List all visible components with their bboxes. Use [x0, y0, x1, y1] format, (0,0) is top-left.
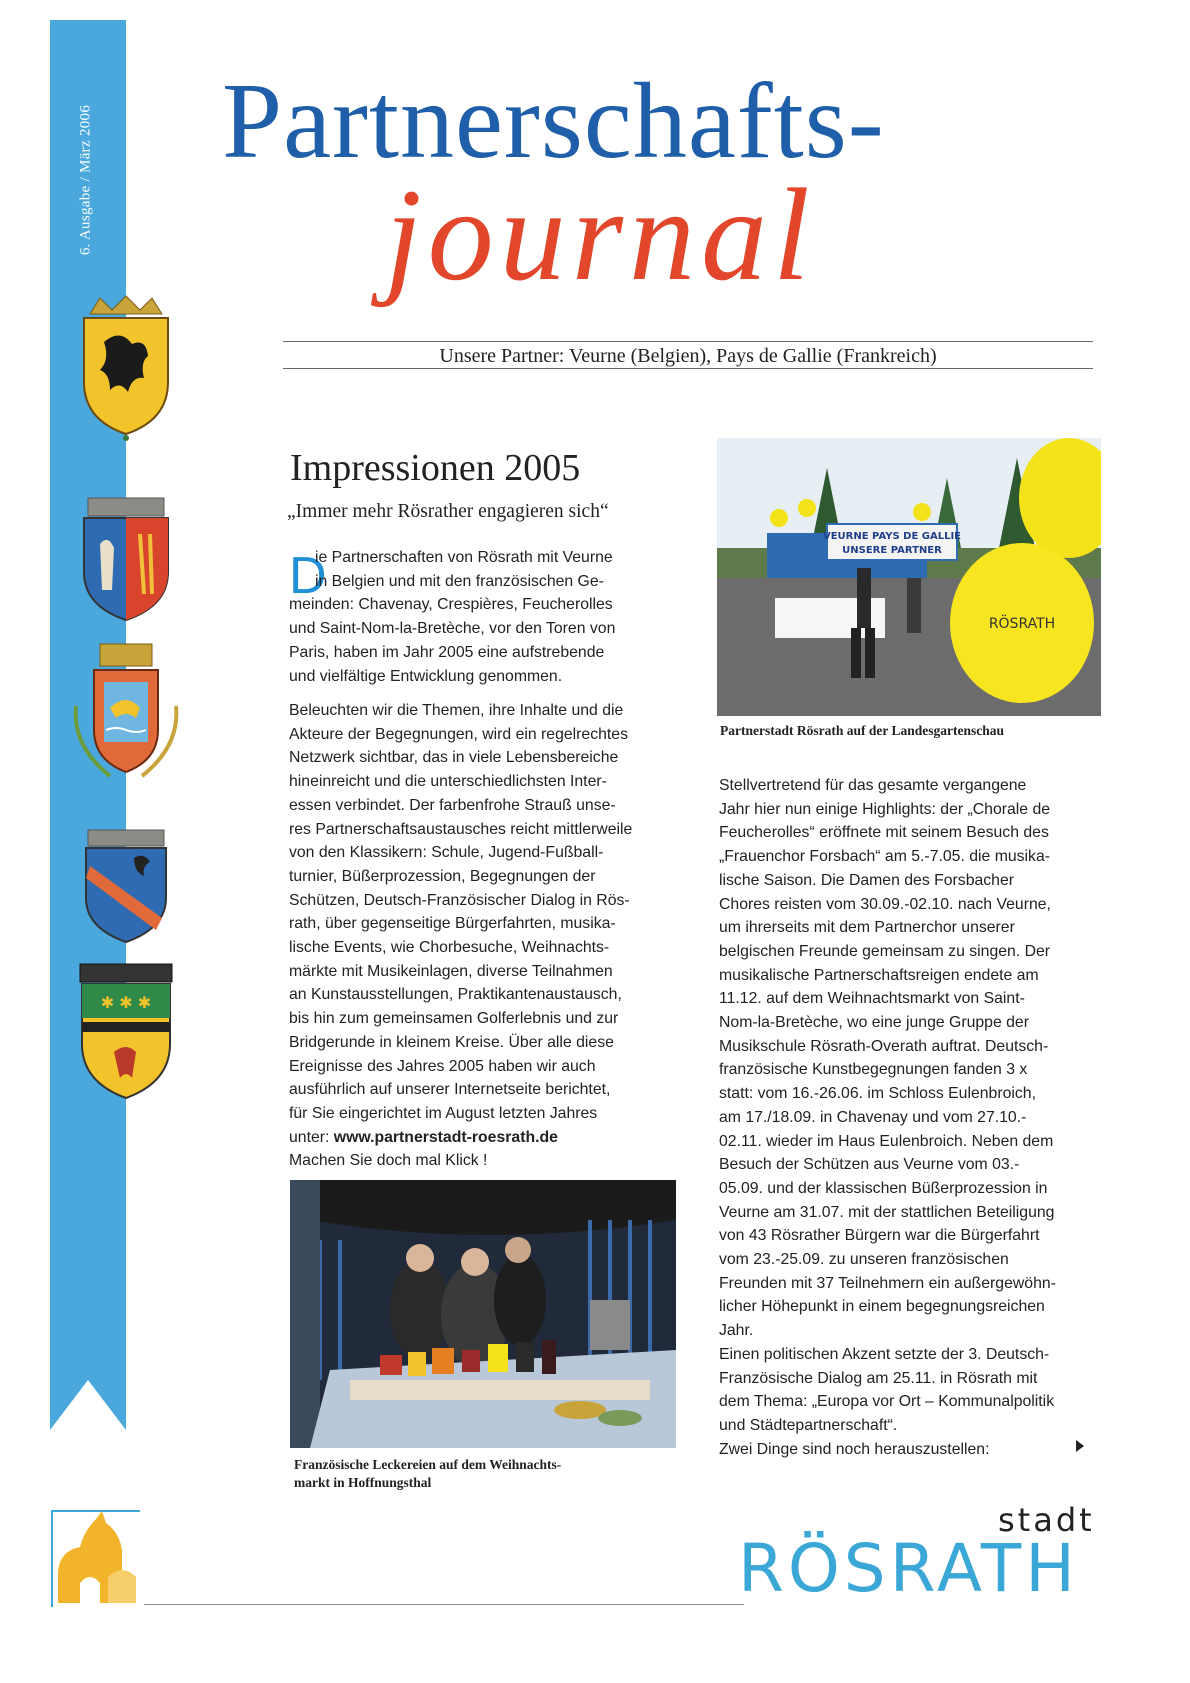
banner-text-line1: VEURNE PAYS DE GALLIE	[822, 531, 962, 542]
text-line: ie Partnerschaften von Rösrath mit Veurne	[315, 549, 613, 566]
text-line: und Städtepartnerschaft“.	[719, 1416, 898, 1434]
text-line: bis hin zum gemeinsamen Golferlebnis und zur	[289, 1010, 619, 1028]
svg-text:✱ ✱ ✱: ✱ ✱ ✱	[100, 993, 152, 1012]
text-line: Akteure der Begegnungen, wird ein regelrechtes	[289, 725, 628, 743]
text-line: Ereignisse des Jahres 2005 haben wir auch	[289, 1057, 596, 1075]
masthead-rule-bottom	[283, 368, 1093, 369]
feucherolles-coat-of-arms	[70, 826, 182, 946]
masthead-title-line1: Partnerschafts-	[222, 62, 885, 181]
text-line: Schützen, Deutsch-Französischer Dialog in Rös-	[289, 891, 630, 909]
drop-cap: D	[289, 547, 327, 605]
photo-weihnachtsmarkt	[290, 1180, 676, 1448]
article-subheading: „Immer mehr Rösrather engagieren sich“	[287, 501, 609, 522]
text-line: lische Events, wie Chorbesuche, Weihnachts-	[289, 939, 610, 957]
text-line: und vielfältige Entwicklung genommen.	[289, 667, 563, 685]
text-line: Paris, haben im Jahr 2005 eine aufstrebende	[289, 643, 605, 661]
paragraph-intro	[289, 546, 679, 688]
roesrath-logo-icon	[50, 1507, 150, 1607]
text-line: musikalische Partnerschaftsreigen endete am	[719, 966, 1039, 984]
text-line: märkte mit Musikeinlagen, diverse Teilnahmen	[289, 962, 613, 980]
website-prefix: unter:	[289, 1128, 334, 1146]
text-line: lische Saison. Die Damen des Forsbacher	[719, 871, 1015, 889]
footer-stadt-label: stadt	[998, 1501, 1095, 1539]
text-line: um ihrerseits mit dem Partnerchor unserer	[719, 919, 1015, 937]
masthead-subline: Unsere Partner: Veurne (Belgien), Pays de Gallie (Frankreich)	[439, 345, 937, 367]
text-line: Beleuchten wir die Themen, ihre Inhalte und die	[289, 702, 624, 719]
text-line: belgischen Freunde gemeinsam zu singen. Der	[719, 942, 1051, 960]
text-line: für Sie eingerichtet im August letzten Jahres	[289, 1104, 598, 1122]
text-line: Stellvertretend für das gesamte vergangene	[719, 777, 1027, 794]
veurne-coat-of-arms	[70, 292, 182, 442]
edition-label: 6. Ausgabe / März 2006	[77, 104, 94, 256]
text-line: Jahr.	[719, 1322, 754, 1340]
text-line: Französische Dialog am 25.11. in Rösrath mit	[719, 1369, 1038, 1387]
text-line: Bridgerunde in kleinem Kreise. Über alle diese	[289, 1033, 614, 1051]
paragraph-highlights	[719, 774, 1089, 1461]
text-line: essen verbindet. Der farbenfrohe Strauß unse-	[289, 796, 616, 814]
photo-landesgartenschau	[717, 438, 1101, 716]
text-line: Chores reisten vom 30.09.-02.10. nach Veurne,	[719, 895, 1051, 913]
chavenay-coat-of-arms	[70, 494, 182, 624]
text-line: von den Klassikern: Schule, Jugend-Fußball-	[289, 844, 604, 862]
text-line: licher Höhepunkt in einem begegnungsreichen	[719, 1298, 1045, 1316]
text-line: Feucherolles“ eröffnete mit seinem Besuch des	[719, 824, 1049, 842]
text-line: Netzwerk sichtbar, das in viele Lebensbereiche	[289, 749, 619, 767]
banner-text-line2: UNSERE PARTNER	[842, 545, 942, 556]
text-line: Nom-la-Bretèche, wo eine junge Gruppe der	[719, 1014, 1029, 1032]
text-line: turnier, Büßerprozession, Begegnungen der	[289, 867, 596, 885]
paragraph-themes	[289, 699, 679, 1173]
text-line: 05.09. und der klassischen Büßerprozession in	[719, 1179, 1048, 1197]
text-line: dem Thema: „Europa vor Ort – Kommunalpolitik	[719, 1393, 1055, 1411]
text-line: Jahr hier nun einige Highlights: der „Chorale de	[719, 800, 1051, 818]
article-heading: Impressionen 2005	[290, 447, 581, 489]
text-line: „Frauenchor Forsbach“ am 5.-7.05. die musika-	[719, 848, 1050, 866]
text-line: Zwei Dinge sind noch herauszustellen:	[719, 1440, 990, 1458]
text-line: meinden: Chavenay, Crespières, Feucherolles	[289, 596, 613, 614]
caption-weihnachtsmarkt: Französische Leckereien auf dem Weihnachts- markt in Hoffnungsthal	[294, 1457, 562, 1490]
footer-rule	[144, 1604, 744, 1605]
masthead-rule-top	[283, 341, 1093, 342]
text-line: res Partnerschaftsaustausches reicht mittlerweile	[289, 820, 633, 838]
text-line: statt: vom 16.-26.06. im Schloss Eulenbroich,	[719, 1085, 1036, 1103]
text-line: ausführlich auf unserer Internetseite berichtet,	[289, 1081, 611, 1099]
text-line: Veurne am 31.07. mit der stattlichen Beteiligung	[719, 1203, 1055, 1221]
text-line: Besuch der Schützen aus Veurne vom 03.-	[719, 1156, 1020, 1174]
text-line: in Belgien und mit den französischen Ge-	[315, 572, 604, 590]
text-line: Freunden mit 37 Teilnehmern ein außergewöhn-	[719, 1274, 1056, 1292]
balloon-label: RÖSRATH	[988, 616, 1056, 632]
text-line: Einen politischen Akzent setzte der 3. Deutsch-	[719, 1345, 1050, 1363]
click-prompt: Machen Sie doch mal Klick !	[289, 1152, 488, 1170]
text-line: an Kunstausstellungen, Praktikantenaustausch,	[289, 986, 622, 1004]
text-line: von 43 Rösrather Bürgern war die Bürgerfahrt	[719, 1227, 1040, 1245]
text-line: und Saint-Nom-la-Bretèche, vor den Toren von	[289, 620, 616, 638]
text-line: am 17./18.09. in Chavenay und vom 27.10.-	[719, 1108, 1027, 1126]
text-line: hineinreicht und die unterschiedlichsten Inter-	[289, 773, 607, 791]
text-line: rath, über gegenseitige Bürgerfahrten, musika-	[289, 915, 616, 933]
saint-nom-la-breteche-coat-of-arms	[70, 960, 182, 1102]
text-line: Musikschule Rösrath-Overath auftrat. Deutsch-	[719, 1037, 1049, 1055]
text-line: französische Kunstbegegnungen fanden 3 x	[719, 1061, 1028, 1079]
masthead-title-line2: journal	[385, 161, 816, 308]
continue-arrow-icon	[1075, 1440, 1085, 1452]
website-line	[289, 1126, 679, 1150]
website-link[interactable]: www.partnerstadt-roesrath.de	[333, 1128, 558, 1146]
crespieres-coat-of-arms	[70, 636, 182, 786]
text-line: vom 23.-25.09. zu unseren französischen	[719, 1251, 1009, 1269]
text-line: 11.12. auf dem Weihnachtsmarkt von Saint-	[719, 990, 1025, 1008]
text-line: 02.11. wieder im Haus Eulenbroich. Neben dem	[719, 1132, 1054, 1150]
footer-city-name: RÖSRATH	[738, 1530, 1079, 1607]
caption-landesgartenschau: Partnerstadt Rösrath auf der Landesgartenschau	[720, 723, 1004, 738]
